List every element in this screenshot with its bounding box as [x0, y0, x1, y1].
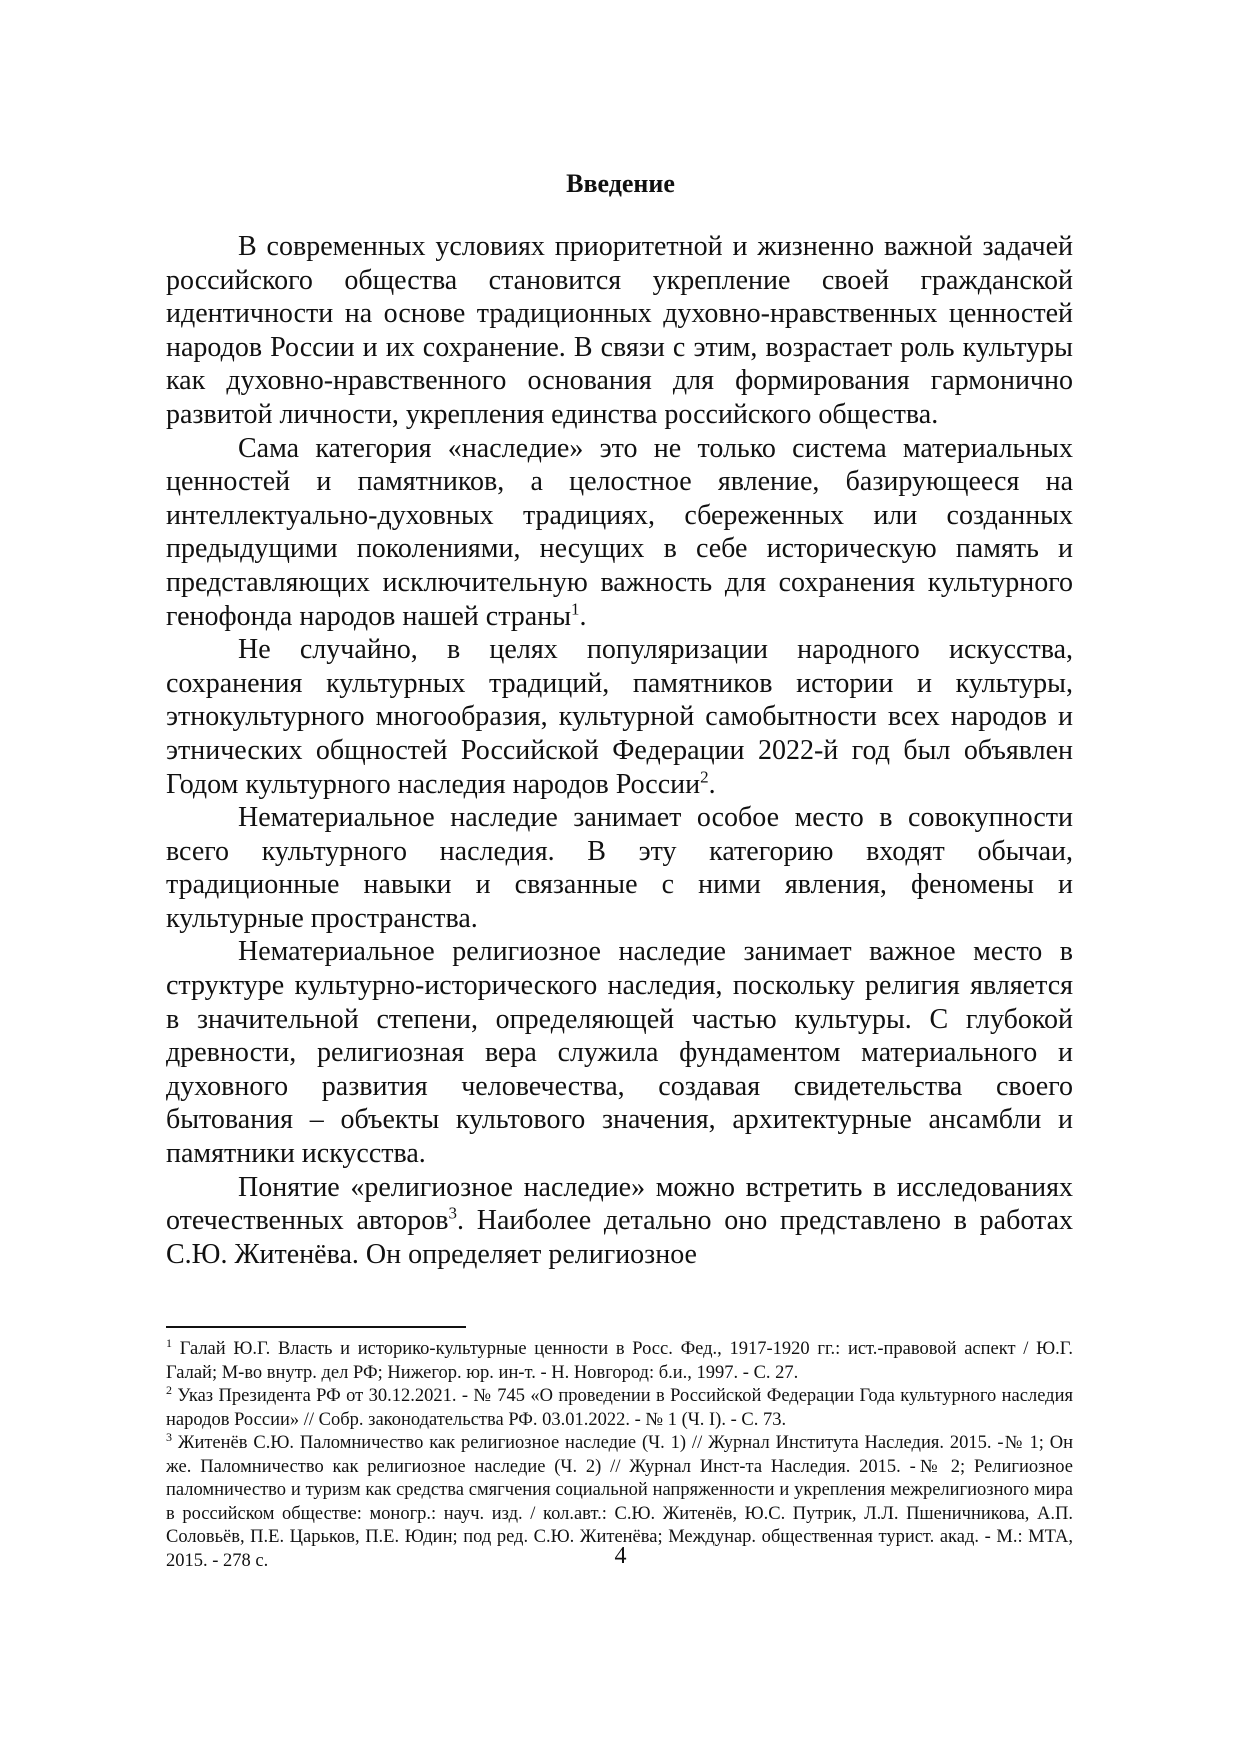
footnote-ref: 2 — [700, 767, 709, 787]
paragraph: Понятие «религиозное наследие» можно встретить в исследованиях отечественных авторов$^3$. Наиболее детально оно представлено в работах С.Ю. Житенёва. Он определяет религиозное — [166, 1171, 1073, 1270]
footnote: $^1$ Галай Ю.Г. Власть и историко-культурные ценности в Росс. Фед., 1917-1920 гг.: ист.-правовой аспект / Ю.Г. Галай; М-во внутр. дел РФ; Нижегор. юр. ин-т. - Н. Новгород: б.и., 1997. - С. 27. — [166, 1335, 1074, 1383]
footnote-mark: 1 — [166, 1335, 172, 1350]
footnote-separator — [166, 1326, 466, 1328]
paragraph: Сама категория «наследие» это не только система материальных ценностей и памятников, а целостное явление, базирующееся на интеллектуально-духовных традициях, сбереженных или созданных предыдущими поколениями, несущих в себе историческую память и представляющих исключительную важность для сохранения культурного генофонда народов нашей страны$^1$. — [166, 432, 1073, 632]
paragraph: Нематериальное наследие занимает особое место в совокупности всего культурного наследия. В эту категорию входят обычаи, традиционные навыки и связанные с ними явления, феномены и культурные пространства. — [166, 802, 1073, 934]
footnote-ref: 3 — [448, 1203, 458, 1223]
footnote: $^2$ Указ Президента РФ от 30.12.2021. - № 745 «О проведении в Российской Федерации Года культурного наследия народов России» // Собр. законодательства РФ. 03.01.2022. - № 1 (Ч. I). - С. 73. — [166, 1382, 1073, 1430]
paragraph: В современных условиях приоритетной и жизненно важной задачей российского общества становится укрепление своей гражданской идентичности на основе традиционных духовно-нравственных ценностей народов России и их сохранение. В связи с этим, возрастает роль культуры как духовно-нравственного основания для формирования гармонично развитой личности, укрепления единства российского общества. — [166, 231, 1073, 430]
paragraph: Не случайно, в целях популяризации народного искусства, сохранения культурных традиций, памятников истории и культуры, этнокультурного многообразия, культурной самобытности всех народов и этнических общностей Российской Федерации 2022-й год был объявлен Годом культурного наследия народов России$^2$. — [166, 634, 1073, 800]
page-title: Введение — [566, 169, 675, 198]
footnote-mark: 2 — [166, 1382, 172, 1397]
footnote-mark: 3 — [166, 1429, 172, 1444]
footnotes — [166, 1335, 1074, 1573]
paragraph: Нематериальное религиозное наследие занимает важное место в структуре культурно-исторического наследия, поскольку религия является в значительной степени, определяющей частью культуры. С глубокой древности, религиозная вера служила фундаментом материального и духовного развития человечества, создавая свидетельства своего бытования – объекты культового значения, архитектурные ансамбли и памятники искусства. — [166, 936, 1073, 1170]
page-number: 4 — [614, 1543, 627, 1569]
footnote-ref: 1 — [571, 599, 580, 619]
footnote: $^3$ Житенёв С.Ю. Паломничество как религиозное наследие (Ч. 1) // Журнал Института Наследия. 2015. -№ 1; Он же. Паломничество как религиозное наследие (Ч. 2) // Журнал Инст-та Наследия. 2015. -№ 2; Религиозное паломничество и туризм как средства смягчения социальной напряженности и укрепления межрелигиозного мира в российском обществе: моногр.: науч. изд. / кол.авт.: С.Ю. Житенёв, Ю.С. Путрик, Л.Л. Пшеничникова, А.П. Соловьёв, П.Е. Царьков, П.Е. Юдин; под ред. С.Ю. Житенёва; Междунар. общественная турист. акад. - М.: МТА, 2015. - 278 с. — [166, 1429, 1074, 1571]
body-text — [166, 230, 1073, 1271]
